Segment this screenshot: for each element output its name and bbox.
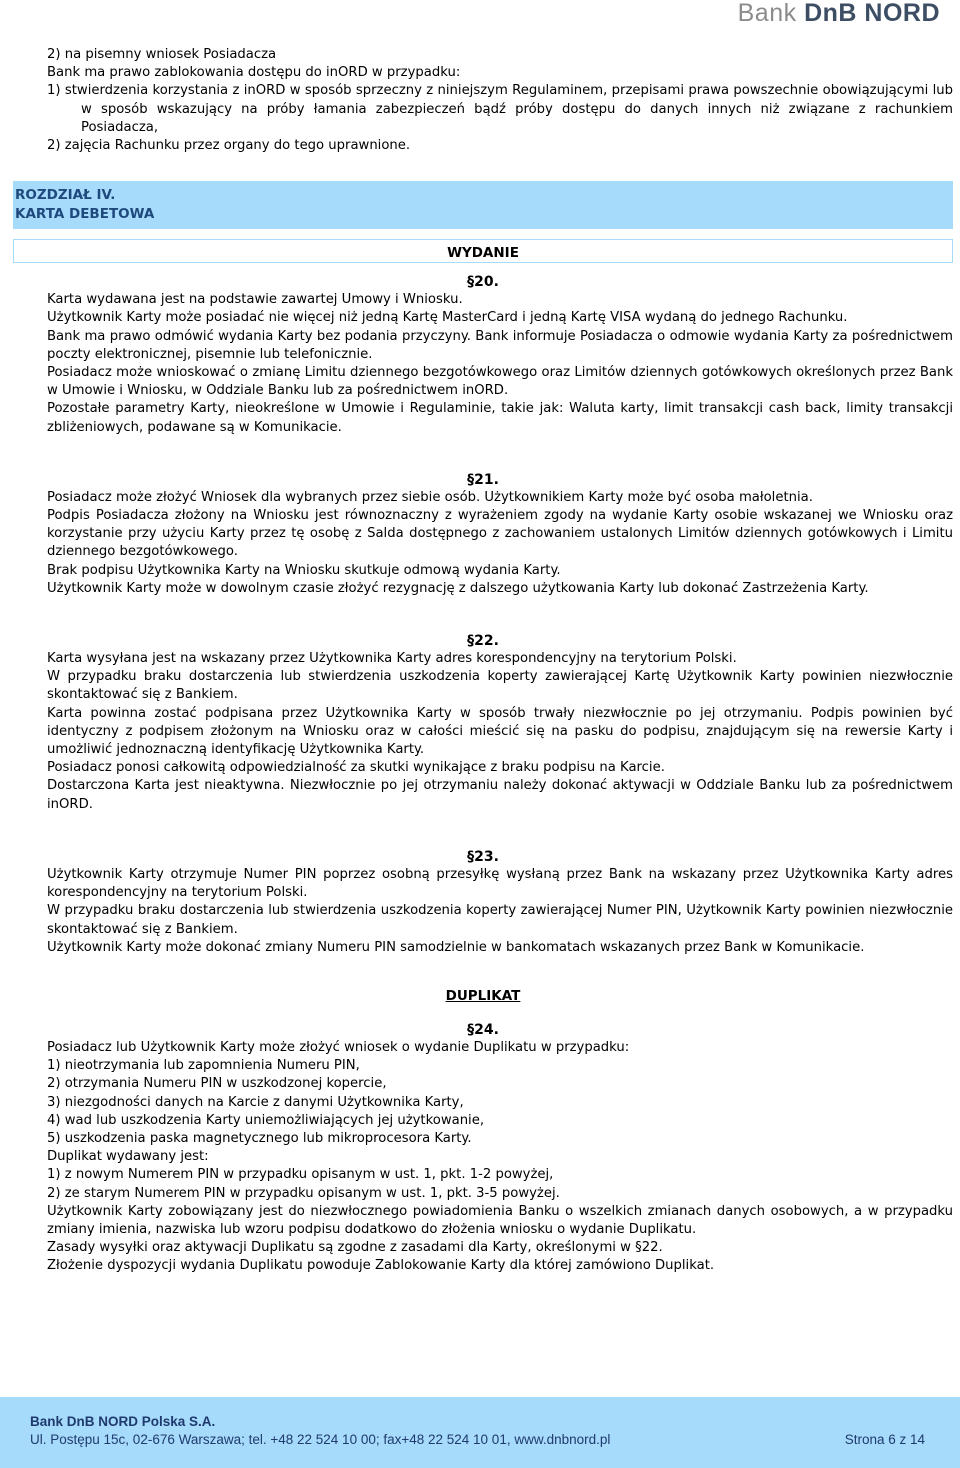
paragraph-24-title: §24. [467, 1021, 499, 1038]
top-item-4-1: 1) stwierdzenia korzystania z inORD w sposób sprzeczny z niniejszym Regulaminem, przepisami prawa powszechnie obowiązującymi lub w sposób wskazujący na próby łamania zabezpieczeń bądź próby dostępu do danych innych niż związane z rachunkiem Posiadacza, [47, 83, 953, 135]
paragraph-22-list [13, 650, 953, 814]
footer-company: Bank DnB NORD Polska S.A. [30, 1414, 216, 1429]
paragraph-23-title: §23. [467, 848, 499, 865]
item-text: Użytkownik Karty zobowiązany jest do niezwłocznego powiadomienia Banku o wszelkich zmianach danych osobowych, a w przypadku zmiany imienia, nazwiska lub wzoru podpisu dodatkowo do złożenia wniosku o wydanie Duplikatu. [47, 1203, 953, 1237]
list-item [13, 1257, 953, 1275]
item-number [13, 939, 47, 957]
paragraph-23-list [13, 866, 953, 957]
list-item [13, 580, 953, 598]
item-number [13, 291, 47, 309]
list-item [13, 364, 953, 400]
logo-dnb: DnB [804, 0, 865, 27]
paragraph-24-item-1: Posiadacz lub Użytkownik Karty może złożyć wniosek o wydanie Duplikatu w przypadku: [47, 1039, 630, 1055]
paragraph-24-rest [13, 1203, 953, 1276]
sub-list-item: 5) uszkodzenia paska magnetycznego lub mikroprocesora Karty. [47, 1130, 472, 1146]
item-number [13, 759, 47, 777]
list-item [13, 1239, 953, 1257]
item-number [13, 309, 47, 327]
top-line-1: 2) na pisemny wniosek Posiadacza [47, 47, 277, 62]
top-item-4: Bank ma prawo zablokowania dostępu do inORD w przypadku: [47, 65, 461, 81]
list-item [13, 668, 953, 704]
footer [30, 1413, 925, 1449]
item-text: Brak podpisu Użytkownika Karty na Wniosku skutkuje odmową wydania Karty. [47, 562, 561, 578]
list-item [13, 489, 953, 507]
paragraph-20-title: §20. [467, 274, 499, 291]
sub-list-item: 2) otrzymania Numeru PIN w uszkodzonej kopercie, [47, 1076, 387, 1092]
footer-contact-line [30, 1431, 925, 1449]
list-item [13, 291, 953, 309]
item-number [13, 705, 47, 723]
paragraph-21-list [13, 489, 953, 598]
sub-list-item: 3) niezgodności danych na Karcie z danymi Użytkownika Karty, [47, 1094, 464, 1110]
item-text: Karta wydawana jest na podstawie zawartej Umowy i Wniosku. [47, 292, 463, 308]
chapter-header [13, 181, 953, 229]
item-text: Podpis Posiadacza złożony na Wniosku jest równoznaczny z wyrażeniem zgody na wydanie Karty osobie wskazanej we Wniosku oraz korzystanie przy użyciu Karty przez tę osobę z Salda dostępnego z zachowaniem ustalonych Limitów dziennych gotówkowych i Limitu dziennego bezgotówkowego. [47, 508, 953, 560]
sub-list-item: 4) wad lub uszkodzenia Karty uniemożliwiających jej użytkowanie, [47, 1112, 485, 1128]
footer-page-number: Strona 6 z 14 [844, 1432, 925, 1447]
item-text: Użytkownik Karty otrzymuje Numer PIN poprzez osobną przesyłkę wysłaną przez Bank na wskazany przez Użytkownika Karty adres korespondencyjny na terytorium Polski. [47, 866, 953, 901]
item-text: Użytkownik Karty może w dowolnym czasie złożyć rezygnację z dalszego użytkowania Karty lub dokonać Zastrzeżenia Karty. [47, 580, 869, 596]
sub-list-item: 2) ze starym Numerem PIN w przypadku opisanym w ust. 1, pkt. 3-5 powyżej. [47, 1185, 560, 1201]
paragraph-20-list [13, 291, 953, 437]
item-number [13, 902, 47, 920]
paragraph-24-item-2: Duplikat wydawany jest: [47, 1149, 209, 1165]
list-item [13, 562, 953, 580]
paragraph-21-title: §21. [467, 471, 499, 488]
item-number [13, 507, 47, 525]
paragraph-22-title: §22. [467, 633, 499, 650]
item-number [13, 1203, 47, 1221]
paragraph-24-item-2-sublist [13, 1166, 953, 1202]
item-text: Użytkownik Karty może dokonać zmiany Numeru PIN samodzielnie w bankomatach wskazanych przez Bank w Komunikacie. [47, 939, 865, 955]
list-item [13, 866, 953, 902]
document-body [13, 46, 953, 1276]
item-number [13, 328, 47, 346]
section-duplikat: DUPLIKAT [445, 987, 521, 1004]
item-number [13, 777, 47, 795]
item-text: Bank ma prawo odmówić wydania Karty bez podania przyczyny. Bank informuje Posiadacza o odmowie wydania Karty za pośrednictwem poczty elektronicznej, pisemnie lub telefonicznie. [47, 328, 953, 362]
sub-list-item: 1) nieotrzymania lub zapomnienia Numeru PIN, [47, 1058, 360, 1074]
item-number [13, 489, 47, 507]
footer-address: Ul. Postępu 15c, 02-676 Warszawa; tel. +48 22 524 10 00; fax+48 22 524 10 01, www.dnbnord.pl [30, 1432, 611, 1447]
item-number [13, 400, 47, 418]
item-number [13, 866, 47, 884]
list-item [13, 705, 953, 760]
list-item [13, 328, 953, 364]
section-wydanie: WYDANIE [13, 239, 953, 263]
logo-bank: Bank [737, 0, 805, 27]
item-number [13, 650, 47, 668]
list-item [13, 650, 953, 668]
item-number [13, 668, 47, 686]
logo-nord: NORD [864, 0, 940, 27]
item-text: Pozostałe parametry Karty, nieokreślone w Umowie i Regulaminie, takie jak: Waluta karty, limit transakcji cash back, limity transakcji zbliżeniowych, podawane są w Komunikacie. [47, 401, 953, 435]
chapter-title: KARTA DEBETOWA [15, 206, 155, 223]
item-text: Posiadacz może złożyć Wniosek dla wybranych przez siebie osób. Użytkownikiem Karty może być osoba małoletnia. [47, 489, 813, 505]
item-text: Posiadacz ponosi całkowitą odpowiedzialność za skutki wynikające z braku podpisu na Karcie. [47, 760, 665, 776]
list-item [13, 939, 953, 957]
item-number [13, 1239, 47, 1257]
item-text: Dostarczona Karta jest nieaktywna. Niezwłocznie po jej otrzymaniu należy dokonać aktywacji w Oddziale Banku lub za pośrednictwem inORD. [47, 778, 953, 812]
list-item [13, 507, 953, 562]
item-text: Karta powinna zostać podpisana przez Użytkownika Karty w sposób trwały niezwłocznie po jej otrzymaniu. Podpis powinien być identyczny z podpisem złożonym na Wniosku oraz w całości mieścić się na pasku do podpisu, znajdującym się na rewersie Karty i umożliwić jednoznaczną identyfikację Użytkownika Karty. [47, 705, 953, 758]
top-item-4-2: 2) zajęcia Rachunku przez organy do tego uprawnione. [47, 138, 411, 154]
list-item [13, 777, 953, 813]
item-number [13, 580, 47, 598]
item-text: Posiadacz może wnioskować o zmianę Limitu dziennego bezgotówkowego oraz Limitów dziennych gotówkowych określonych przez Bank w Umowie i Wniosku, w Oddziale Banku lub za pośrednictwem inORD. [47, 365, 953, 399]
chapter-number: ROZDZIAŁ IV. [15, 187, 116, 204]
item-text: Zasady wysyłki oraz aktywacji Duplikatu są zgodne z zasadami dla Karty, określonymi w §22. [47, 1240, 663, 1256]
item-text: Karta wysyłana jest na wskazany przez Użytkownika Karty adres korespondencyjny na terytorium Polski. [47, 651, 737, 667]
bank-logo [738, 0, 940, 26]
item-number [13, 562, 47, 580]
item-text: Złożenie dyspozycji wydania Duplikatu powoduje Zablokowanie Karty dla której zamówiono Duplikat. [47, 1258, 715, 1274]
sub-list-item: 1) z nowym Numerem PIN w przypadku opisanym w ust. 1, pkt. 1-2 powyżej, [47, 1167, 554, 1183]
item-number [13, 1257, 47, 1275]
list-item [13, 1203, 953, 1239]
item-text: Użytkownik Karty może posiadać nie więcej niż jedną Kartę MasterCard i jedną Kartę VISA wydaną do jednego Rachunku. [47, 310, 848, 326]
list-item [13, 759, 953, 777]
list-item [13, 400, 953, 436]
list-item [13, 309, 953, 327]
item-text: W przypadku braku dostarczenia lub stwierdzenia uszkodzenia koperty zawierającej Numer PIN, Użytkownik Karty powinien niezwłocznie skontaktować się z Bankiem. [47, 903, 953, 937]
paragraph-24-item-1-sublist [13, 1057, 953, 1148]
item-number [13, 364, 47, 382]
list-item [13, 902, 953, 938]
item-text: W przypadku braku dostarczenia lub stwierdzenia uszkodzenia koperty zawierającej Kartę Użytkownik Karty powinien niezwłocznie skontaktować się z Bankiem. [47, 669, 953, 703]
